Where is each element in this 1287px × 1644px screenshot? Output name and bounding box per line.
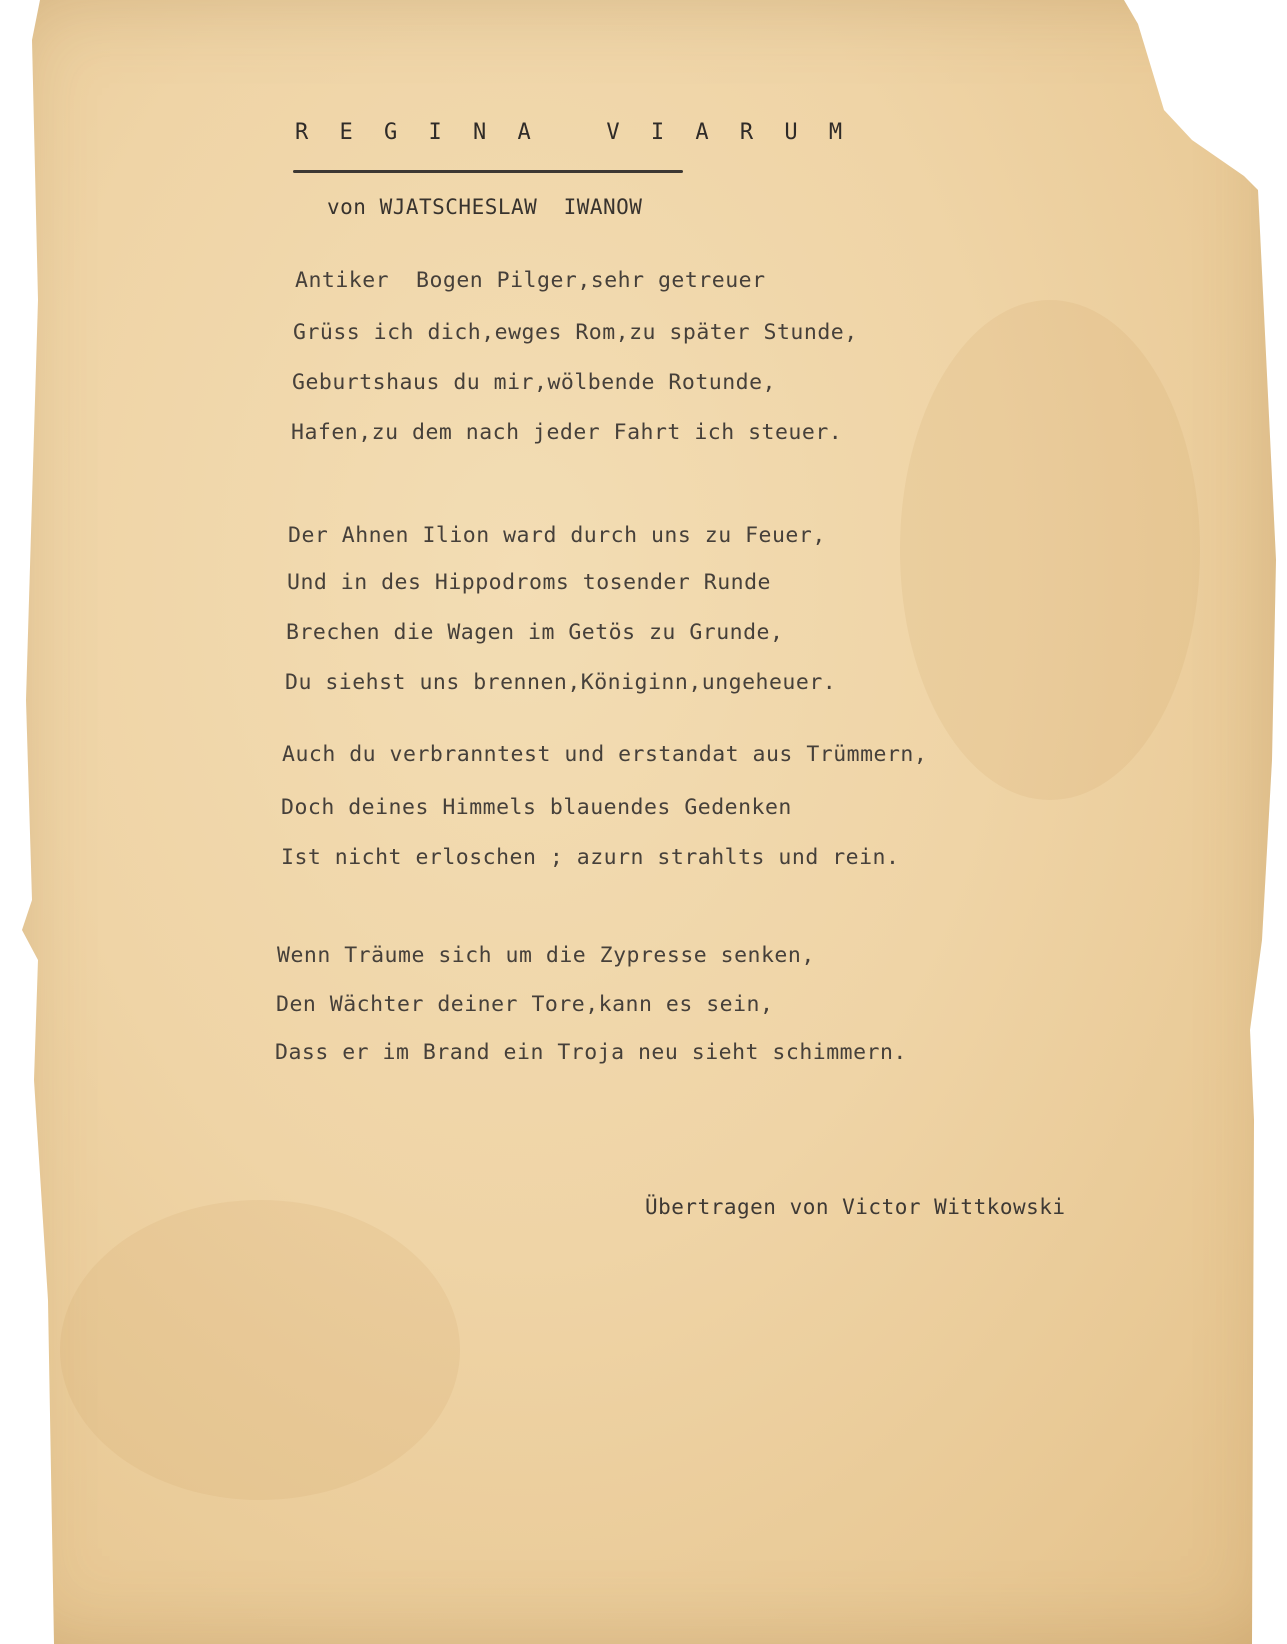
poem-line: Hafen,zu dem nach jeder Fahrt ich steuer. <box>291 420 843 445</box>
poem-line: Ist nicht erloschen ; azurn strahlts und rein. <box>281 845 900 870</box>
paper-sheet <box>14 0 1276 1644</box>
poem-line: Auch du verbranntest und erstandat aus Trümmern, <box>282 742 928 767</box>
poem-line: Wenn Träume sich um die Zypresse senken, <box>277 943 815 968</box>
author-line: von WJATSCHESLAW IWANOW <box>327 195 643 219</box>
poem-line: Doch deines Himmels blauendes Gedenken <box>281 795 792 820</box>
title-underline <box>293 170 683 173</box>
poem-line: Und in des Hippodroms tosender Runde <box>287 570 771 595</box>
poem-line: Dass er im Brand ein Troja neu sieht schimmern. <box>275 1040 907 1065</box>
translator-credit: Übertragen von Victor Wittkowski <box>645 1195 1066 1219</box>
poem-title: R E G I N A V I A R U M <box>295 120 852 145</box>
poem-line: Brechen die Wagen im Getös zu Grunde, <box>286 620 784 645</box>
poem-line: Geburtshaus du mir,wölbende Rotunde, <box>292 370 776 395</box>
poem-line: Antiker Bogen Pilger,sehr getreuer <box>295 268 766 293</box>
poem-line: Den Wächter deiner Tore,kann es sein, <box>276 992 774 1017</box>
poem-line: Grüss ich dich,ewges Rom,zu später Stunde, <box>293 320 858 345</box>
poem-line: Du siehst uns brennen,Königinn,ungeheuer. <box>285 670 837 695</box>
poem-line: Der Ahnen Ilion ward durch uns zu Feuer, <box>288 523 826 548</box>
